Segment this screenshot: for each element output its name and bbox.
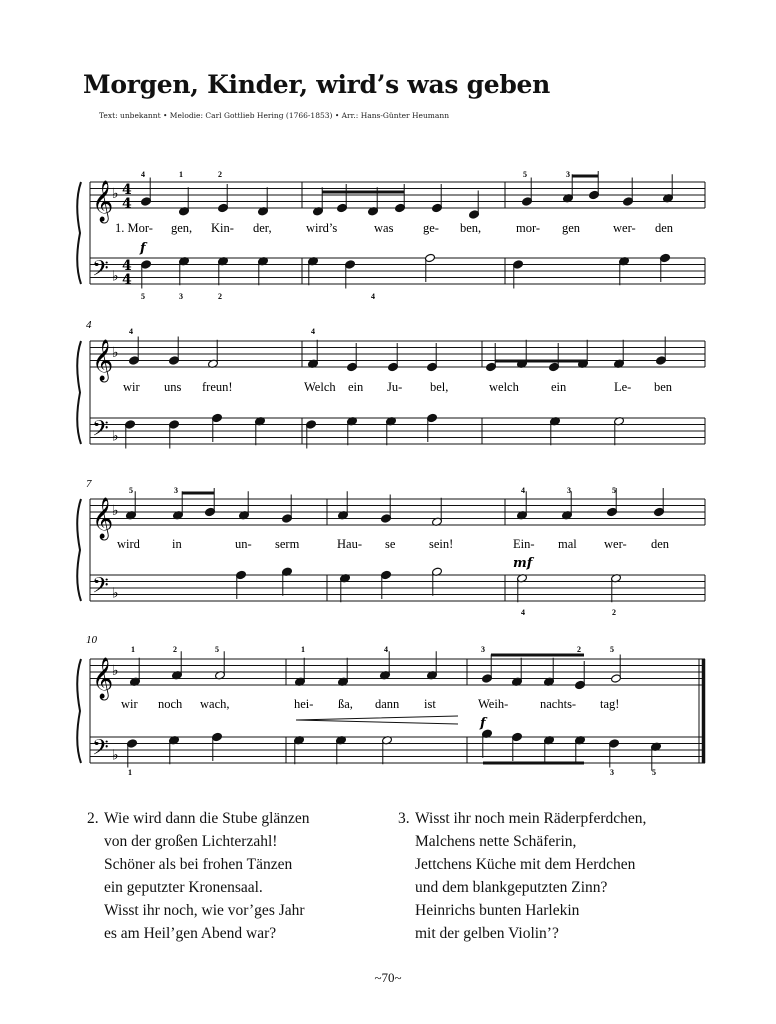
flat-icon: ♭ (112, 428, 119, 445)
lyric: Kin- (211, 221, 234, 235)
verse-line: mit der gelben Violin’? (415, 925, 559, 942)
bass-clef: 𝄢 (92, 256, 109, 287)
flat-icon: ♭ (112, 186, 119, 202)
lyric: was (374, 221, 394, 235)
song-title: Morgen, Kinder, wird’s was geben (83, 70, 551, 99)
verse-line: Schöner als bei frohen Tänzen (104, 856, 293, 873)
lyric: ben (654, 380, 673, 394)
lyric: serm (275, 537, 300, 551)
lyric: mor- (516, 221, 541, 235)
lyric: wer- (613, 221, 636, 235)
fingering: 4 (129, 327, 133, 336)
fingering: 1 (179, 170, 183, 179)
time-signature: 4 (122, 182, 132, 198)
lyric: Hau- (337, 537, 362, 551)
fingering: 3 (610, 768, 614, 777)
lyric: ein (348, 380, 364, 394)
lyric: hei- (294, 697, 314, 711)
fingering: 3 (174, 486, 178, 495)
lyric: der, (253, 221, 272, 235)
page-number: ~70~ (374, 970, 402, 985)
brace (77, 499, 81, 601)
dynamic-marking: f (140, 241, 146, 256)
bass-clef: 𝄢 (92, 573, 109, 604)
lyric: 1. Mor- (115, 221, 153, 235)
lyric: wir (121, 697, 138, 711)
verse-line: Jettchens Küche mit dem Herdchen (415, 856, 636, 873)
brace (77, 659, 81, 763)
dynamic-marking: f (480, 716, 486, 731)
lyric: gen, (171, 221, 193, 235)
measure-number: 10 (86, 634, 97, 646)
bass-clef: 𝄢 (92, 416, 109, 447)
verse-line: Heinrichs bunten Harlekin (415, 902, 580, 919)
flat-icon: ♭ (112, 503, 119, 519)
verse-lines (104, 807, 310, 945)
verse-line: und dem blankgeputzten Zinn? (415, 879, 608, 896)
flat-icon: ♭ (112, 663, 119, 679)
lyric: mal (558, 537, 577, 551)
system-1-text (115, 170, 674, 301)
fingering: 1 (301, 645, 305, 654)
time-signature: 4 (122, 196, 132, 212)
lyric: wird (117, 537, 140, 551)
flat-icon: ♭ (112, 268, 119, 285)
time-signature: 4 (122, 258, 132, 274)
fingering: 4 (384, 645, 388, 654)
lyric: se (385, 537, 396, 551)
lyric: wir (123, 380, 140, 394)
lyric: sein! (429, 537, 454, 551)
fingering: 4 (521, 608, 525, 617)
crescendo-hairpin (296, 716, 458, 724)
fingering: 3 (567, 486, 571, 495)
verse-line: es am Heil’gen Abend war? (104, 925, 277, 942)
fingering: 5 (612, 486, 616, 495)
verse-number: 3. (398, 810, 410, 827)
fingering: 3 (566, 170, 570, 179)
lyric: wach, (200, 697, 230, 711)
treble-clef: 𝄞 (92, 181, 114, 222)
lyric: bel, (430, 380, 449, 394)
flat-icon: ♭ (112, 747, 119, 764)
fingering: 5 (523, 170, 527, 179)
fingering: 5 (129, 486, 133, 495)
verse-number: 2. (87, 810, 99, 827)
measure-number: 4 (86, 319, 92, 331)
lyric: in (172, 537, 182, 551)
lyric: ßa, (338, 697, 353, 711)
lyric: ben, (460, 221, 482, 235)
fingering: 2 (173, 645, 177, 654)
fingering: 2 (218, 170, 222, 179)
lyric: den (651, 537, 670, 551)
bass-clef: 𝄢 (92, 735, 109, 766)
lyric: wird’s (306, 221, 338, 235)
fingering: 4 (141, 170, 145, 179)
measure-number: 7 (86, 478, 92, 490)
time-signature: 4 (122, 272, 132, 288)
lyric: Ju- (387, 380, 403, 394)
fingering: 3 (481, 645, 485, 654)
brace (77, 341, 81, 444)
lyric: ist (424, 697, 436, 711)
lyric: dann (375, 697, 400, 711)
verse-line: ein geputzter Kronensaal. (104, 879, 263, 896)
lyric: Weih- (478, 697, 509, 711)
brace (77, 182, 81, 284)
lyric: nachts- (540, 697, 577, 711)
fingering: 3 (179, 292, 183, 301)
fingering: 2 (612, 608, 616, 617)
fingering: 4 (311, 327, 315, 336)
lyric: freun! (202, 380, 233, 394)
lyric: tag! (600, 697, 620, 711)
fingering: 1 (128, 768, 132, 777)
fingering: 5 (652, 768, 656, 777)
treble-clef: 𝄞 (92, 658, 114, 699)
verse-line: Wie wird dann die Stube glänzen (104, 810, 310, 827)
fingering: 2 (218, 292, 222, 301)
fingering: 5 (141, 292, 145, 301)
lyric: ge- (423, 221, 439, 235)
fingering: 2 (577, 645, 581, 654)
fingering: 4 (521, 486, 525, 495)
lyric: den (655, 221, 674, 235)
treble-clef: 𝄞 (92, 498, 114, 539)
lyric: Le- (614, 380, 632, 394)
lyric: un- (235, 537, 252, 551)
lyric: Welch (304, 380, 336, 394)
verse-line: Wisst ihr noch mein Räderpferdchen, (415, 810, 647, 827)
lyric: gen (562, 221, 581, 235)
verse-lines (415, 807, 646, 945)
lyric: welch (489, 380, 519, 394)
verse-line: Malchens nette Schäferin, (415, 833, 577, 850)
verse-line: von der großen Lichterzahl! (104, 833, 278, 850)
lyric: uns (164, 380, 182, 394)
fingering: 5 (215, 645, 219, 654)
dynamic-marking: mf (513, 556, 533, 571)
flat-icon: ♭ (112, 345, 119, 361)
song-credits: Text: unbekannt • Melodie: Carl Gottlieb Hering (1766-1853) • Arr.: Hans-Günter Heumann (99, 111, 450, 120)
lyric: noch (158, 697, 183, 711)
lyric: ein (551, 380, 567, 394)
flat-icon: ♭ (112, 585, 119, 602)
verse-line: Wisst ihr noch, wie vor’ges Jahr (104, 902, 305, 919)
lyric: wer- (604, 537, 627, 551)
treble-clef: 𝄞 (92, 340, 114, 381)
fingering: 1 (131, 645, 135, 654)
fingering: 5 (610, 645, 614, 654)
lyric: Ein- (513, 537, 535, 551)
fingering: 4 (371, 292, 375, 301)
